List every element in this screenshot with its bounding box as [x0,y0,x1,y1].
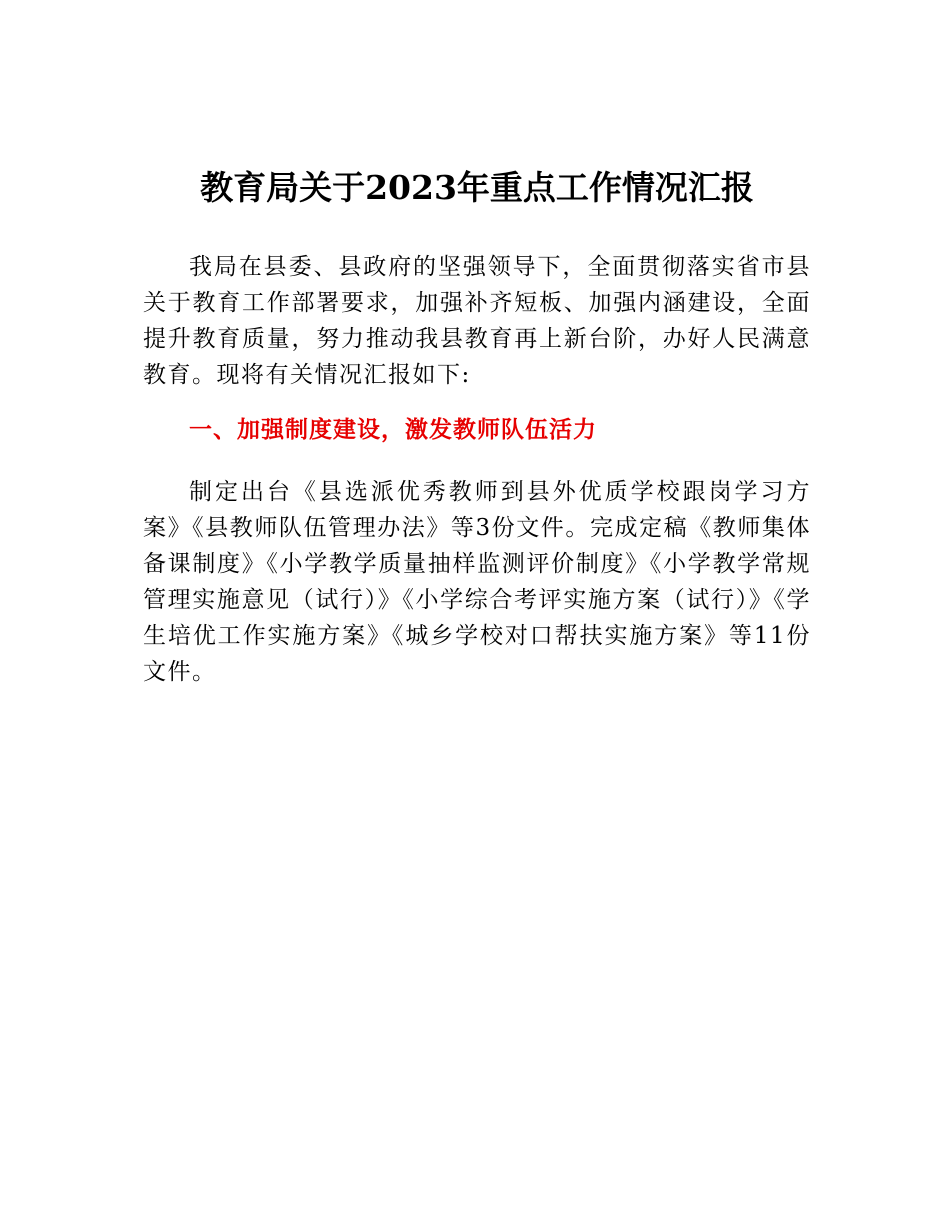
section-heading-1: 一、加强制度建设，激发教师队伍活力 [189,417,597,443]
section-paragraph-1: 制定出台《县选派优秀教师到县外优质学校跟岗学习方案》《县教师队伍管理办法》等3份文件。完成定稿《教师集体备课制度》《小学教学质量抽样监测评价制度》《小学教学常规管理实施意见（试行）》《小学综合考评实施方案（试行）》《学生培优工作实施方案》《城乡学校对口帮扶实施方案》等11份文件。 [143,479,811,685]
intro-paragraph: 我局在县委、县政府的坚强领导下，全面贯彻落实省市县关于教育工作部署要求，加强补齐短板、加强内涵建设，全面提升教育质量，努力推动我县教育再上新台阶，办好人民满意教育。现将有关情况汇报如下: [143,254,811,388]
document-title: 教育局关于2023年重点工作情况汇报 [200,168,754,207]
document-body [143,163,811,690]
